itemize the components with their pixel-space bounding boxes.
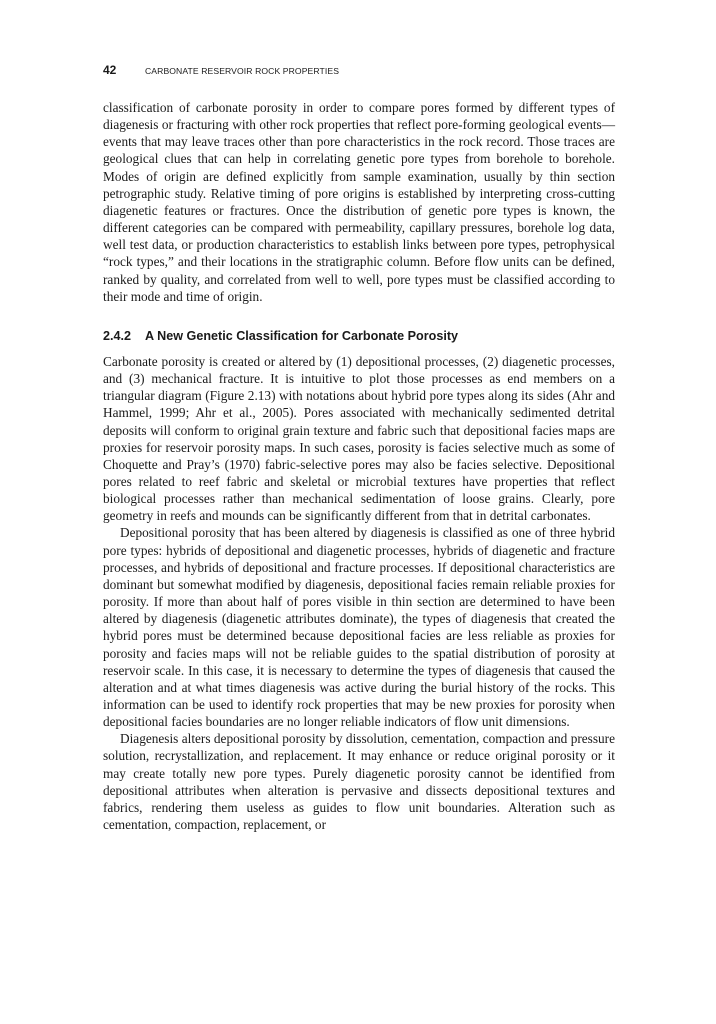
running-title: CARBONATE RESERVOIR ROCK PROPERTIES [145, 66, 340, 76]
paragraph: Diagenesis alters depositional porosity by dissolution, cementation, compaction and pressure solution, recrystallization, and replacement. It may enhance or reduce original porosity or it may create totally new pore types. Purely diagenetic porosity cannot be identified from depositional attributes when alteration is pervasive and dissects depositional textures and fabrics, rendering them useless as guides to flow unit boundaries. Alteration such as cementation, compaction, replacement, or [103, 731, 615, 833]
running-head [103, 61, 615, 79]
paragraph: Carbonate porosity is created or altered by (1) depositional processes, (2) diagenetic processes, and (3) mechanical fracture. It is intuitive to plot those processes as end members on a triangular diagram (Figure 2.13) with notations about hybrid pore types along its sides (Ahr and Hammel, 1999; Ahr et al., 2005). Pores associated with mechanically sedimented detrital deposits will conform to original grain texture and fabric such that depositional facies maps are proxies for reservoir porosity maps. In such cases, porosity is facies selective much as some of Choquette and Pray’s (1970) fabric-selective pores may also be facies selective. Depositional pores related to reef fabric and skeletal or microbial textures have properties that reflect biological processes rather than mechanical sedimentation of loose grains. Clearly, pore geometry in reefs and mounds can be significantly different from that in detrital carbonates. [103, 353, 615, 524]
paragraph-continued: classification of carbonate porosity in order to compare pores formed by different types of diagenesis or fracturing with other rock properties that reflect pore-forming geological events—events that may leave traces other than pore characteristics in the rock record. Those traces are geological clues that can help in correlating genetic pore types from borehole to borehole. Modes of origin are defined explicitly from sample examination, usually by thin section petrographic study. Relative timing of pore origins is established by interpreting cross-cutting diagenetic features or fractures. Once the distribution of genetic pore types is known, the different categories can be compared with permeability, capillary pressures, borehole log data, well test data, or production characteristics to establish links between pore types, petrophysical “rock types,” and their locations in the stratigraphic column. Before flow units can be defined, ranked by quality, and correlated from well to well, pore types must be classified according to their mode and time of origin. [103, 100, 615, 304]
section-title: A New Genetic Classification for Carbonate Porosity [145, 328, 459, 343]
section-number: 2.4.2 [103, 328, 132, 343]
section-heading [103, 327, 615, 345]
paragraph: Depositional porosity that has been altered by diagenesis is classified as one of three hybrid pore types: hybrids of depositional and diagenetic processes, hybrids of diagenetic and fracture processes, and hybrids of depositional and fracture processes. If depositional characteristics are dominant but somewhat modified by diagenesis, depositional facies remain reliable proxies for porosity. If more than about half of pores visible in thin section are determined to have been altered by diagenesis (diagenetic attributes dominate), the types of diagenesis that created the hybrid pores must be determined because depositional facies are less reliable as proxies for porosity and facies maps will not be reliable guides to the spatial distribution of porosity at reservoir scale. In this case, it is necessary to determine the types of diagenesis that caused the alteration and at what times diagenesis was active during the burial history of the rocks. This information can be used to identify rock properties that may be new proxies for porosity when depositional facies boundaries are no longer reliable indicators of flow unit dimensions. [103, 525, 615, 730]
page-number: 42 [103, 63, 117, 77]
book-page [103, 61, 615, 833]
